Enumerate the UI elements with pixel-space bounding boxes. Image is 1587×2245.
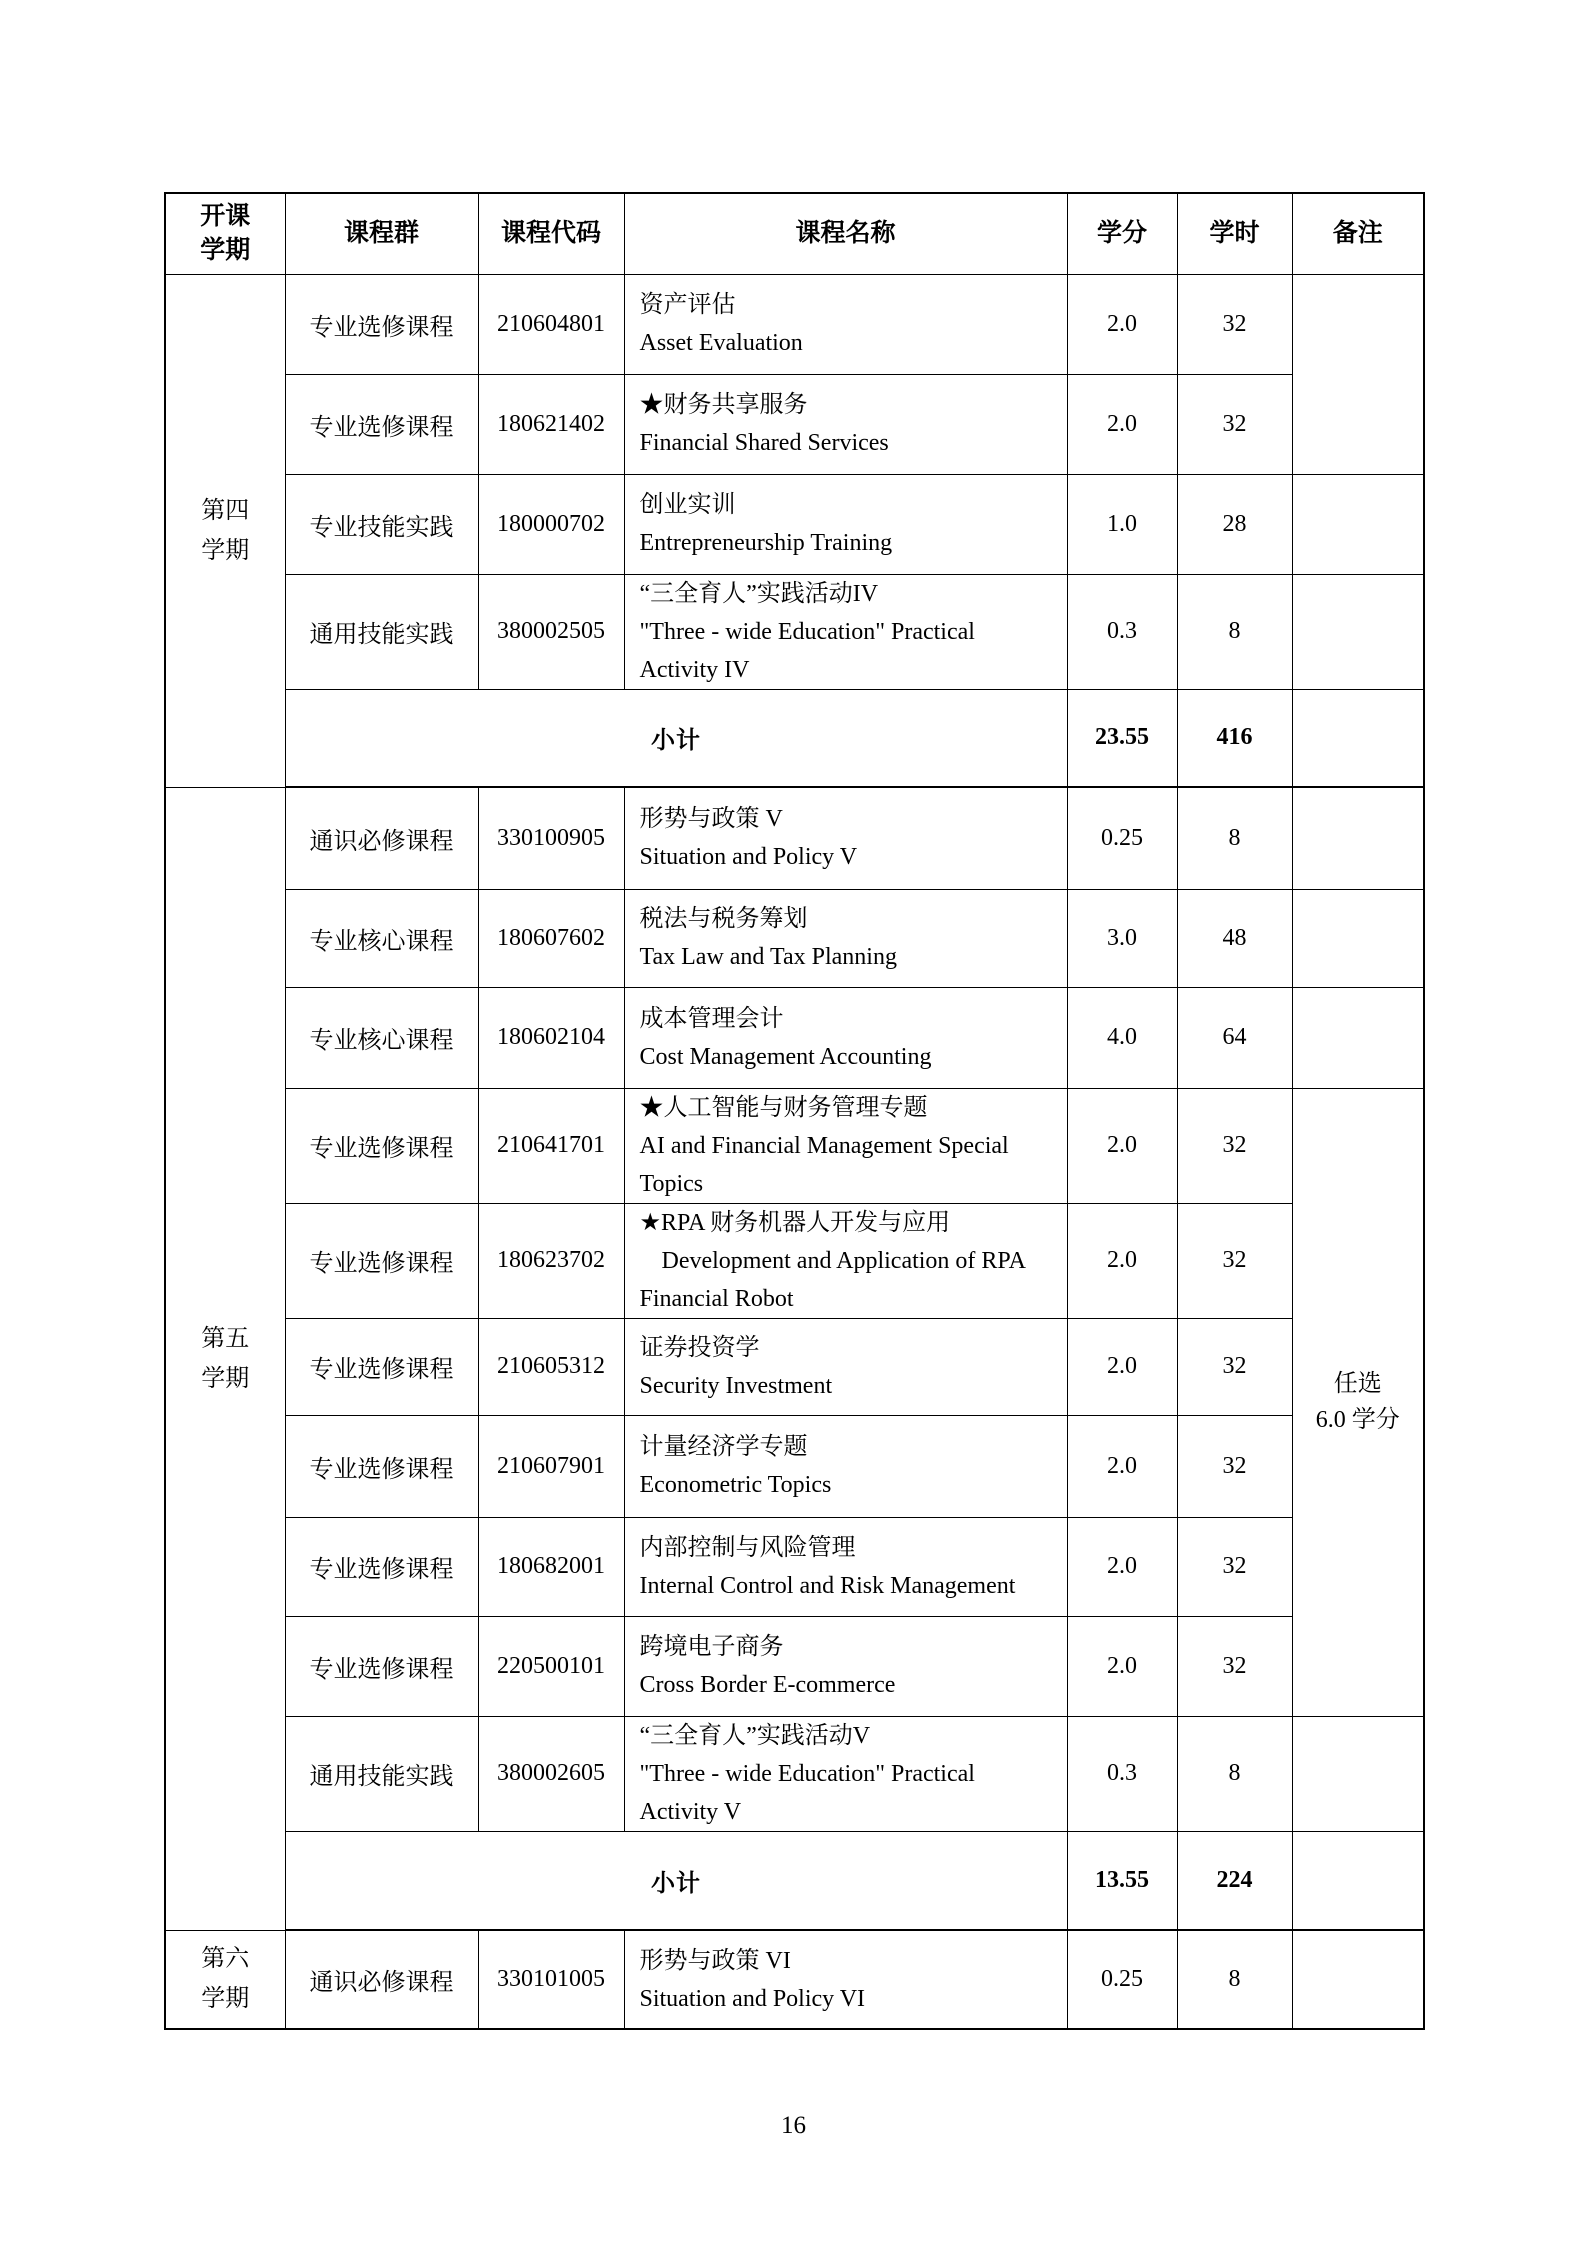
cell-course-name [624, 1517, 1067, 1616]
subtotal-row [165, 1831, 1424, 1930]
cell-hours: 32 [1177, 1318, 1292, 1415]
cell-code: 330101005 [478, 1930, 624, 2029]
table-row [165, 1930, 1424, 2029]
cell-code: 210605312 [478, 1318, 624, 1415]
cell-code: 210641701 [478, 1088, 624, 1203]
cell-group: 专业选修课程 [285, 374, 478, 474]
remark-cell-empty [1292, 987, 1424, 1088]
cell-code: 180607602 [478, 889, 624, 987]
remark-cell-empty [1292, 889, 1424, 987]
cell-course-name [624, 1318, 1067, 1415]
curriculum-table [164, 192, 1425, 2030]
subtotal-credits: 23.55 [1067, 689, 1177, 787]
cell-course-name [624, 574, 1067, 689]
semester-5-line2: 学期 [201, 1365, 250, 1392]
cell-course-name [624, 987, 1067, 1088]
elective-remark-line2: 6.0 学分 [1315, 1407, 1400, 1433]
cell-group: 通用技能实践 [285, 1716, 478, 1831]
cell-hours: 64 [1177, 987, 1292, 1088]
cell-course-name [624, 1415, 1067, 1517]
col-header-semester-line2: 学期 [200, 236, 251, 264]
cell-hours: 32 [1177, 374, 1292, 474]
cell-code: 180000702 [478, 474, 624, 574]
table-row [165, 474, 1424, 574]
course-name-en: Internal Control and Risk Management [639, 1572, 1016, 1599]
course-name-zh: 创业实训 [639, 492, 736, 518]
course-name-en: Entrepreneurship Training [639, 530, 893, 556]
cell-code: 180623702 [478, 1203, 624, 1318]
cell-hours: 32 [1177, 1616, 1292, 1716]
cell-group: 通识必修课程 [285, 1930, 478, 2029]
cell-code: 330100905 [478, 787, 624, 889]
subtotal-hours: 224 [1177, 1831, 1292, 1930]
course-name-en: Cross Border E-commerce [639, 1672, 896, 1698]
course-name-en: Situation and Policy VI [639, 1985, 866, 2012]
remark-cell-empty [1292, 474, 1424, 574]
col-header-name: 课程名称 [624, 193, 1067, 274]
table-row [165, 1318, 1424, 1415]
remark-cell-empty [1292, 787, 1424, 889]
table-row [165, 787, 1424, 889]
remark-cell-empty [1292, 1831, 1424, 1930]
cell-code: 180621402 [478, 374, 624, 474]
cell-hours: 32 [1177, 1517, 1292, 1616]
cell-code: 180682001 [478, 1517, 624, 1616]
course-name-en2: Financial Robot [639, 1285, 794, 1312]
course-name-en2: Activity V [639, 1798, 742, 1825]
table-row [165, 1088, 1424, 1203]
cell-hours: 8 [1177, 1716, 1292, 1831]
cell-hours: 8 [1177, 787, 1292, 889]
semester-4-line1: 第四 [201, 497, 250, 524]
cell-course-name [624, 1716, 1067, 1831]
semester-cell-5 [165, 787, 285, 1930]
semester-5-line1: 第五 [201, 1325, 250, 1352]
table-row [165, 1203, 1424, 1318]
remark-cell-empty [1292, 689, 1424, 787]
semester-6-line1: 第六 [201, 1946, 250, 1973]
cell-code: 180602104 [478, 987, 624, 1088]
cell-credits: 3.0 [1067, 889, 1177, 987]
course-name-en: Development and Application of RPA [661, 1247, 1026, 1274]
course-name-zh: 形势与政策 V [639, 806, 783, 833]
remark-cell-empty [1292, 1930, 1424, 2029]
course-name-en: Asset Evaluation [639, 330, 803, 356]
cell-course-name [624, 1616, 1067, 1716]
table-row [165, 374, 1424, 474]
cell-hours: 8 [1177, 574, 1292, 689]
cell-credits: 2.0 [1067, 374, 1177, 474]
remark-cell-empty [1292, 274, 1424, 474]
cell-credits: 0.3 [1067, 1716, 1177, 1831]
course-name-zh: 内部控制与风险管理 [639, 1534, 856, 1561]
cell-credits: 0.25 [1067, 1930, 1177, 2029]
cell-group: 专业选修课程 [285, 1088, 478, 1203]
cell-group: 专业选修课程 [285, 1616, 478, 1716]
subtotal-label: 小计 [285, 1831, 1067, 1930]
cell-group: 专业选修课程 [285, 1415, 478, 1517]
subtotal-hours: 416 [1177, 689, 1292, 787]
table-row [165, 1415, 1424, 1517]
col-header-hours: 学时 [1177, 193, 1292, 274]
cell-course-name [624, 474, 1067, 574]
course-name-zh: ★财务共享服务 [639, 392, 808, 418]
cell-course-name [624, 374, 1067, 474]
cell-credits: 2.0 [1067, 1203, 1177, 1318]
subtotal-label: 小计 [285, 689, 1067, 787]
cell-credits: 2.0 [1067, 1517, 1177, 1616]
course-name-en: Financial Shared Services [639, 430, 889, 456]
cell-group: 专业选修课程 [285, 274, 478, 374]
course-name-en: "Three - wide Education" Practical [639, 618, 975, 645]
cell-course-name [624, 787, 1067, 889]
subtotal-credits: 13.55 [1067, 1831, 1177, 1930]
course-name-en: AI and Financial Management Special [639, 1132, 1009, 1159]
cell-course-name [624, 1930, 1067, 2029]
cell-group: 专业技能实践 [285, 474, 478, 574]
cell-course-name [624, 889, 1067, 987]
col-header-semester [165, 193, 285, 274]
course-name-zh: 计量经济学专题 [639, 1434, 808, 1460]
table-row [165, 889, 1424, 987]
course-name-zh: 跨境电子商务 [639, 1634, 784, 1660]
cell-code: 380002505 [478, 574, 624, 689]
course-name-en: Cost Management Accounting [639, 1043, 932, 1070]
cell-group: 通用技能实践 [285, 574, 478, 689]
semester-4-line2: 学期 [201, 537, 250, 564]
cell-credits: 2.0 [1067, 274, 1177, 374]
remark-cell-empty [1292, 574, 1424, 689]
cell-hours: 48 [1177, 889, 1292, 987]
page-number: 16 [781, 2112, 806, 2139]
header-row [165, 193, 1424, 274]
col-header-group: 课程群 [285, 193, 478, 274]
course-name-zh: 资产评估 [639, 292, 736, 318]
course-name-en2: Activity IV [639, 656, 750, 683]
col-header-code: 课程代码 [478, 193, 624, 274]
semester-cell-6 [165, 1930, 285, 2029]
cell-group: 专业核心课程 [285, 889, 478, 987]
cell-group: 专业选修课程 [285, 1517, 478, 1616]
elective-remark-line1: 任选 [1333, 1371, 1382, 1397]
cell-hours: 32 [1177, 1088, 1292, 1203]
cell-credits: 0.25 [1067, 787, 1177, 889]
table-row [165, 1517, 1424, 1616]
table-row [165, 574, 1424, 689]
elective-remark-cell [1292, 1088, 1424, 1716]
table-row [165, 1616, 1424, 1716]
semester-cell-4 [165, 274, 285, 787]
cell-hours: 8 [1177, 1930, 1292, 2029]
cell-group: 专业选修课程 [285, 1203, 478, 1318]
cell-hours: 32 [1177, 274, 1292, 374]
cell-code: 380002605 [478, 1716, 624, 1831]
subtotal-row [165, 689, 1424, 787]
course-name-en: Tax Law and Tax Planning [639, 944, 897, 970]
table-row [165, 274, 1424, 374]
cell-hours: 28 [1177, 474, 1292, 574]
cell-hours: 32 [1177, 1203, 1292, 1318]
cell-group: 专业核心课程 [285, 987, 478, 1088]
cell-credits: 2.0 [1067, 1318, 1177, 1415]
cell-credits: 2.0 [1067, 1616, 1177, 1716]
course-name-zh: 税法与税务筹划 [639, 906, 808, 932]
cell-credits: 2.0 [1067, 1088, 1177, 1203]
cell-course-name [624, 274, 1067, 374]
course-name-en: "Three - wide Education" Practical [639, 1760, 975, 1787]
cell-group: 通识必修课程 [285, 787, 478, 889]
course-name-zh: 证券投资学 [639, 1334, 760, 1361]
remark-cell-empty [1292, 1716, 1424, 1831]
col-header-semester-line1: 开课 [200, 202, 251, 230]
course-name-en: Situation and Policy V [639, 844, 858, 871]
cell-code: 210607901 [478, 1415, 624, 1517]
course-name-en: Security Investment [639, 1372, 833, 1399]
course-name-en2: Topics [639, 1170, 704, 1197]
cell-credits: 1.0 [1067, 474, 1177, 574]
col-header-remark: 备注 [1292, 193, 1424, 274]
table-row [165, 1716, 1424, 1831]
cell-credits: 0.3 [1067, 574, 1177, 689]
table-row [165, 987, 1424, 1088]
course-name-zh: 形势与政策 VI [639, 1947, 791, 1974]
cell-credits: 4.0 [1067, 987, 1177, 1088]
course-name-en: Econometric Topics [639, 1472, 832, 1498]
course-name-zh: “三全育人”实践活动V [639, 1722, 871, 1749]
cell-credits: 2.0 [1067, 1415, 1177, 1517]
cell-hours: 32 [1177, 1415, 1292, 1517]
course-name-zh: 成本管理会计 [639, 1005, 784, 1032]
cell-code: 210604801 [478, 274, 624, 374]
course-name-zh: ★人工智能与财务管理专题 [639, 1094, 928, 1121]
semester-6-line2: 学期 [201, 1986, 250, 2013]
col-header-credits: 学分 [1067, 193, 1177, 274]
cell-course-name [624, 1203, 1067, 1318]
cell-code: 220500101 [478, 1616, 624, 1716]
cell-course-name [624, 1088, 1067, 1203]
course-name-zh: “三全育人”实践活动IV [639, 580, 879, 607]
cell-group: 专业选修课程 [285, 1318, 478, 1415]
course-name-zh: ★RPA 财务机器人开发与应用 [639, 1209, 951, 1236]
